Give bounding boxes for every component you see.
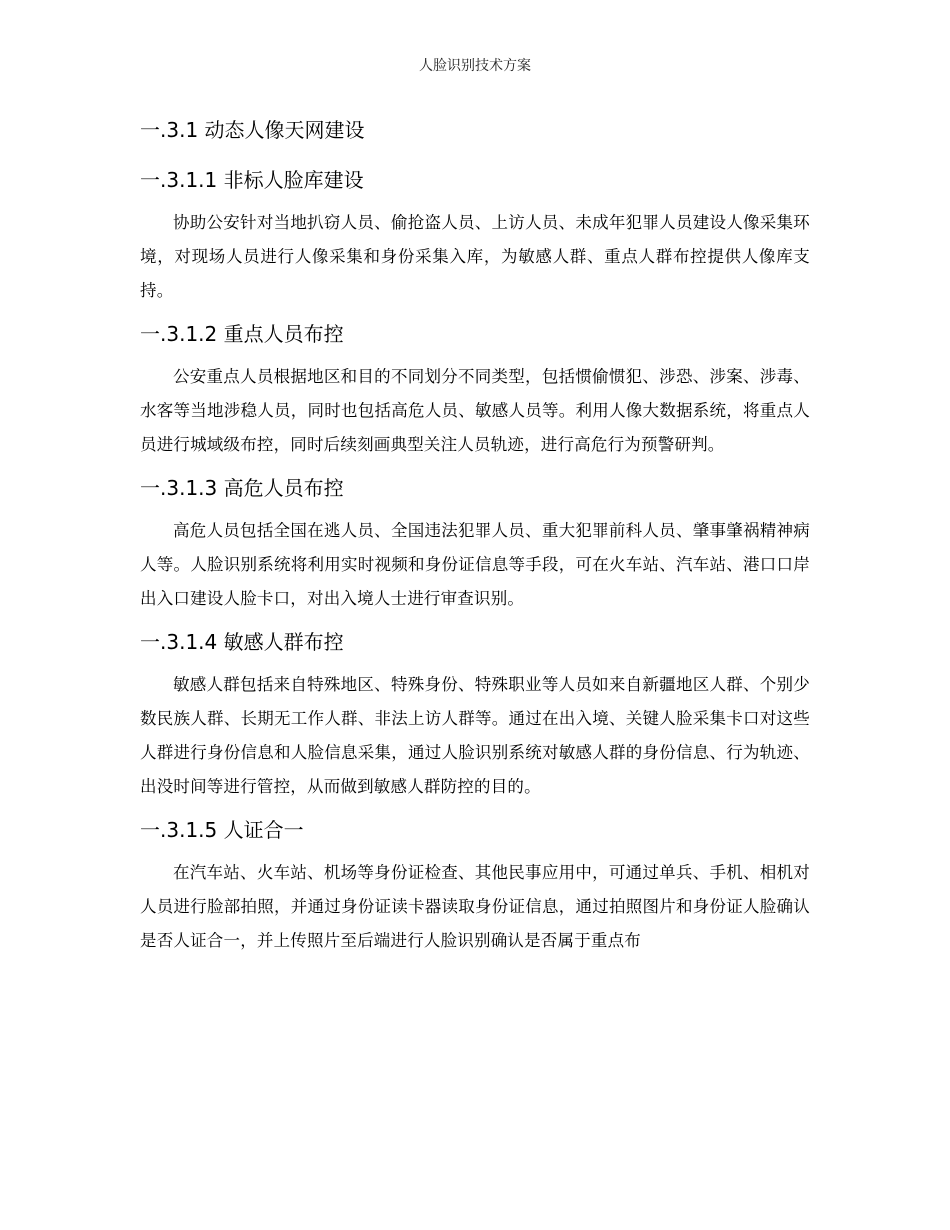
- paragraph-3-1-1: 协助公安针对当地扒窃人员、偷抢盗人员、上访人员、未成年犯罪人员建设人像采集环境，对现场人员进行人像采集和身份采集入库，为敏感人群、重点人群布控提供人像库支持。: [140, 213, 810, 300]
- section-heading-3-1-5: 一.3.1.5 人证合一: [140, 818, 304, 842]
- document-body: [140, 110, 810, 964]
- paragraph-3-1-5: 在汽车站、火车站、机场等身份证检查、其他民事应用中，可通过单兵、手机、相机对人员进行脸部拍照，并通过身份证读卡器读取身份证信息，通过拍照图片和身份证人脸确认是否人证合一，并上传照片至后端进行人脸识别确认是否属于重点布: [140, 863, 810, 950]
- section-heading-3-1-3: 一.3.1.3 高危人员布控: [140, 476, 344, 500]
- paragraph-3-1-4: 敏感人群包括来自特殊地区、特殊身份、特殊职业等人员如来自新疆地区人群、个别少数民族人群、长期无工作人群、非法上访人群等。通过在出入境、关键人脸采集卡口对这些人群进行身份信息和人脸信息采集，通过人脸识别系统对敏感人群的身份信息、行为轨迹、出没时间等进行管控，从而做到敏感人群防控的目的。: [140, 675, 810, 796]
- section-heading-3-1-4: 一.3.1.4 敏感人群布控: [140, 630, 344, 654]
- paragraph-3-1-3: 高危人员包括全国在逃人员、全国违法犯罪人员、重大犯罪前科人员、肇事肇祸精神病人等。人脸识别系统将利用实时视频和身份证信息等手段，可在火车站、汽车站、港口口岸出入口建设人脸卡口，对出入境人士进行审查识别。: [140, 521, 810, 608]
- section-heading-3-1-2: 一.3.1.2 重点人员布控: [140, 322, 344, 346]
- paragraph-3-1-2: 公安重点人员根据地区和目的不同划分不同类型，包括惯偷惯犯、涉恐、涉案、涉毒、水客等当地涉稳人员，同时也包括高危人员、敏感人员等。利用人像大数据系统，将重点人员进行城域级布控，同时后续刻画典型关注人员轨迹，进行高危行为预警研判。: [140, 367, 810, 454]
- page-header: 人脸识别技术方案: [419, 58, 531, 74]
- section-heading-3-1-1: 一.3.1.1 非标人脸库建设: [140, 168, 364, 192]
- section-heading-3-1: 一.3.1 动态人像天网建设: [140, 118, 365, 142]
